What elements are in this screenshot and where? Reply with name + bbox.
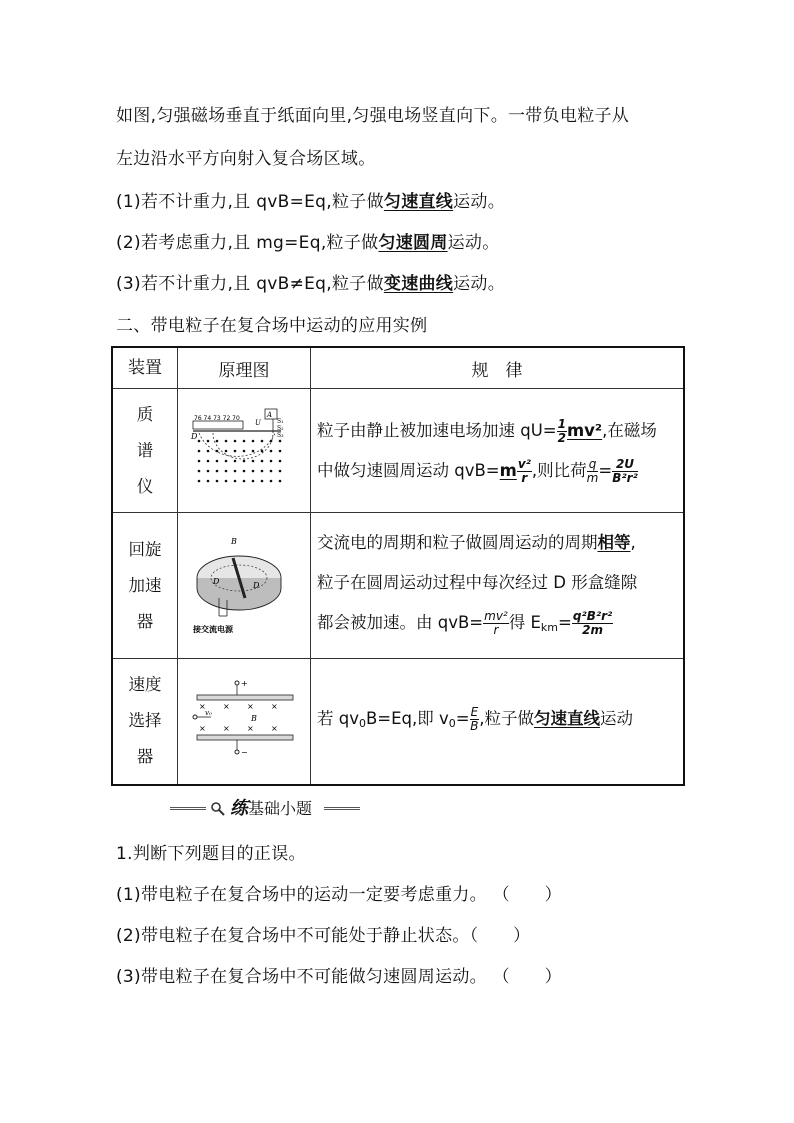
svg-text:S₂: S₂: [277, 424, 284, 432]
svg-text:S₃: S₃: [277, 431, 284, 439]
question-stem: 1.判断下列题目的正误。: [116, 844, 306, 864]
intro-line-1: 如图,匀强磁场垂直于纸面向里,匀强电场竖直向下。一带负电粒子从: [116, 106, 630, 126]
rule-mass-spectrometer: [311, 389, 685, 513]
svg-text:D: D: [213, 576, 220, 586]
rule-line-1: 若 $qv_0B=Eq$,即 $v_0=$ $\frac{E}{B}$ ,粒子做匀速直线运动: [317, 704, 633, 733]
svg-text:×: ×: [199, 724, 206, 734]
svg-text:76 74 73 72 70: 76 74 73 72 70: [194, 414, 240, 422]
svg-text:B: B: [231, 536, 237, 546]
mass-spectrometer-diagram: [178, 389, 311, 513]
header-diagram: 原理图: [178, 347, 311, 389]
velocity-selector-figure: [189, 673, 299, 765]
svg-text:D: D: [191, 431, 198, 441]
header-device: 装置: [112, 347, 178, 389]
svg-text:接交流电源: 接交流电源: [193, 624, 233, 634]
applications-table: [111, 346, 685, 786]
table-row-cyclotron: [112, 513, 684, 659]
svg-text:×: ×: [271, 724, 278, 734]
rule-cyclotron: [311, 513, 685, 659]
device-name: 速度 选择 器: [112, 659, 178, 785]
svg-text:×: ×: [223, 702, 230, 712]
rule-line-1: 交流电的周期和粒子做圆周运动的周期相等,: [317, 533, 636, 552]
case-1: (1)若不计重力,且 qvB=Eq,粒子做匀速直线运动。: [116, 192, 505, 212]
question-item-3: (3)带电粒子在复合场中不可能做匀速圆周运动。 （ ）: [116, 967, 562, 987]
case-2-answer: 匀速圆周: [378, 233, 448, 253]
rule-line-3: 都会被加速。由 qvB= $\frac{\text{mv²}}{r}$ 得 $E_{km}=$ $\frac{\text{q²B²r²}}{2m}$: [317, 609, 613, 637]
table-row-mass-spectrometer: [112, 389, 684, 513]
svg-text:B: B: [251, 714, 257, 724]
case-1-answer: 匀速直线: [383, 192, 454, 212]
table-header-row: [112, 347, 684, 389]
rule-velocity-selector: [311, 659, 685, 785]
practice-banner: [170, 797, 370, 821]
mass-spectrometer-figure: [189, 403, 299, 495]
header-rule: 规 律: [311, 347, 685, 389]
table-row-velocity-selector: [112, 659, 684, 785]
cyclotron-diagram: [178, 513, 311, 659]
svg-text:×: ×: [199, 702, 206, 712]
svg-text:×: ×: [223, 724, 230, 734]
rule-line-2: 中做匀速圆周运动 qvB=m $\frac{\text{v²}}{r}$ ,则比荷 $\frac{q}{m}$ = $\frac{2U}{\text{B²r²}}$: [317, 456, 638, 485]
svg-text:+: +: [241, 679, 248, 689]
velocity-selector-diagram: [178, 659, 311, 785]
intro-line-2: 左边沿水平方向射入复合场区域。: [116, 149, 376, 169]
cyclotron-figure: [189, 532, 299, 636]
svg-text:×: ×: [247, 724, 254, 734]
svg-text:×: ×: [271, 702, 278, 712]
rule-line-1: 粒子由静止被加速电场加速 qU= $\frac{1}{2}$ mv²,在磁场: [317, 416, 657, 445]
case-2: (2)若考虑重力,且 mg=Eq,粒子做匀速圆周运动。: [116, 233, 500, 253]
svg-text:−: −: [241, 748, 248, 758]
practice-key: 练: [230, 798, 248, 819]
case-3: (3)若不计重力,且 qvB≠Eq,粒子做变速曲线运动。: [116, 274, 505, 294]
rule-line-2: 粒子在圆周运动过程中每次经过 D 形盒缝隙: [317, 573, 638, 592]
device-name: 回旋 加速 器: [112, 513, 178, 659]
magnifier-icon: [210, 801, 226, 817]
question-item-1: (1)带电粒子在复合场中的运动一定要考虑重力。 （ ）: [116, 885, 562, 905]
svg-text:v₀: v₀: [205, 709, 212, 718]
svg-text:D: D: [253, 580, 260, 590]
question-item-2: (2)带电粒子在复合场中不可能处于静止状态。（ ）: [116, 926, 531, 946]
case-3-answer: 变速曲线: [383, 274, 454, 294]
practice-label: 基础小题: [248, 799, 313, 818]
svg-text:×: ×: [247, 702, 254, 712]
svg-text:U: U: [255, 418, 261, 427]
svg-text:A: A: [267, 410, 273, 419]
device-name: 质 谱 仪: [112, 389, 178, 513]
svg-text:S₁: S₁: [277, 417, 284, 425]
section-title: 二、带电粒子在复合场中运动的应用实例: [116, 316, 428, 336]
